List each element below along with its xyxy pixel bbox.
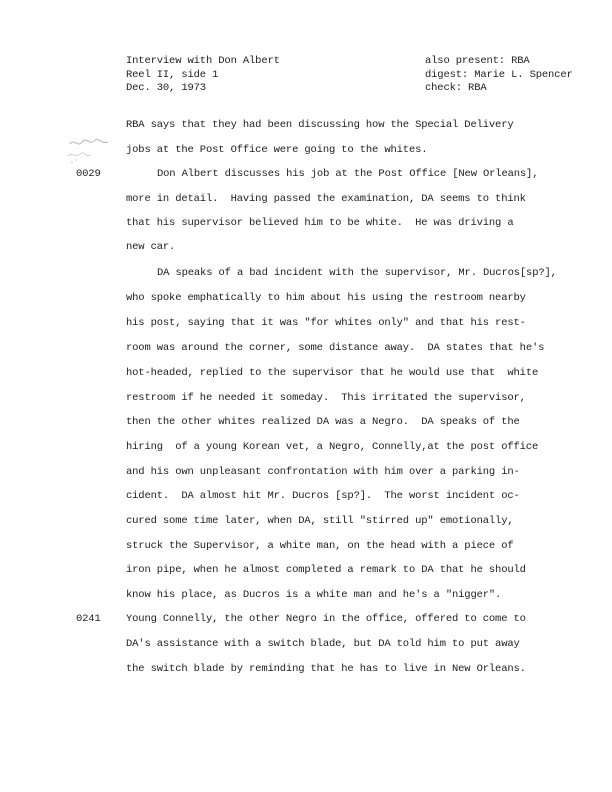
- body-line: hot-headed, replied to the supervisor that he would use that white: [126, 367, 539, 379]
- body-line: restroom if he needed it someday. This irritated the supervisor,: [126, 392, 526, 404]
- body-line: RBA says that they had been discussing how the Special Delivery: [126, 119, 514, 131]
- body-line: know his place, as Ducros is a white man and he's a "nigger".: [126, 589, 502, 601]
- header-check: check: RBA: [425, 82, 487, 94]
- header-digest: digest: Marie L. Spencer: [425, 68, 573, 81]
- body-line: jobs at the Post Office were going to the whites.: [126, 144, 428, 156]
- body-line: Don Albert discusses his job at the Post Office [New Orleans],: [157, 168, 539, 180]
- body-line: and his own unpleasant confrontation with him over a parking in-: [126, 466, 520, 478]
- body-line: iron pipe, when he almost completed a remark to DA that he should: [126, 564, 526, 576]
- body-line: Young Connelly, the other Negro in the office, offered to come to: [126, 613, 526, 625]
- body-line: that his supervisor believed him to be white. He was driving a: [126, 217, 514, 229]
- body-line: hiring of a young Korean vet, a Negro, Connelly,at the post office: [126, 441, 539, 453]
- body-line: DA's assistance with a switch blade, but DA told him to put away: [126, 638, 520, 650]
- header-credits: [425, 55, 573, 96]
- body-line: who spoke emphatically to him about his using the restroom nearby: [126, 292, 526, 304]
- body-line: struck the Supervisor, a white man, on the head with a piece of: [126, 540, 514, 552]
- body-line: DA speaks of a bad incident with the supervisor, Mr. Ducros[sp?],: [157, 267, 557, 279]
- header-reel: Reel II, side 1: [126, 68, 219, 81]
- timecode-0029: 0029: [76, 168, 101, 180]
- header-interview-info: [126, 55, 280, 96]
- header-also-present: also present: RBA: [425, 55, 530, 67]
- body-line: then the other whites realized DA was a Negro. DA speaks of the: [126, 416, 520, 428]
- body-line: cured some time later, when DA, still "stirred up" emotionally,: [126, 515, 514, 527]
- body-line: more in detail. Having passed the examination, DA seems to think: [126, 193, 526, 205]
- body-line: new car.: [126, 241, 176, 253]
- timecode-0241: 0241: [76, 613, 101, 625]
- header-date: Dec. 30, 1973: [126, 82, 206, 94]
- header-interview-title: Interview with Don Albert: [126, 55, 280, 67]
- body-line: cident. DA almost hit Mr. Ducros [sp?]. The worst incident oc-: [126, 490, 520, 502]
- body-line: room was around the corner, some distance away. DA states that he's: [126, 342, 545, 354]
- body-line: his post, saying that it was "for whites only" and that his rest-: [126, 317, 526, 329]
- handwritten-mark: [66, 136, 114, 164]
- body-line: the switch blade by reminding that he has to live in New Orleans.: [126, 663, 526, 675]
